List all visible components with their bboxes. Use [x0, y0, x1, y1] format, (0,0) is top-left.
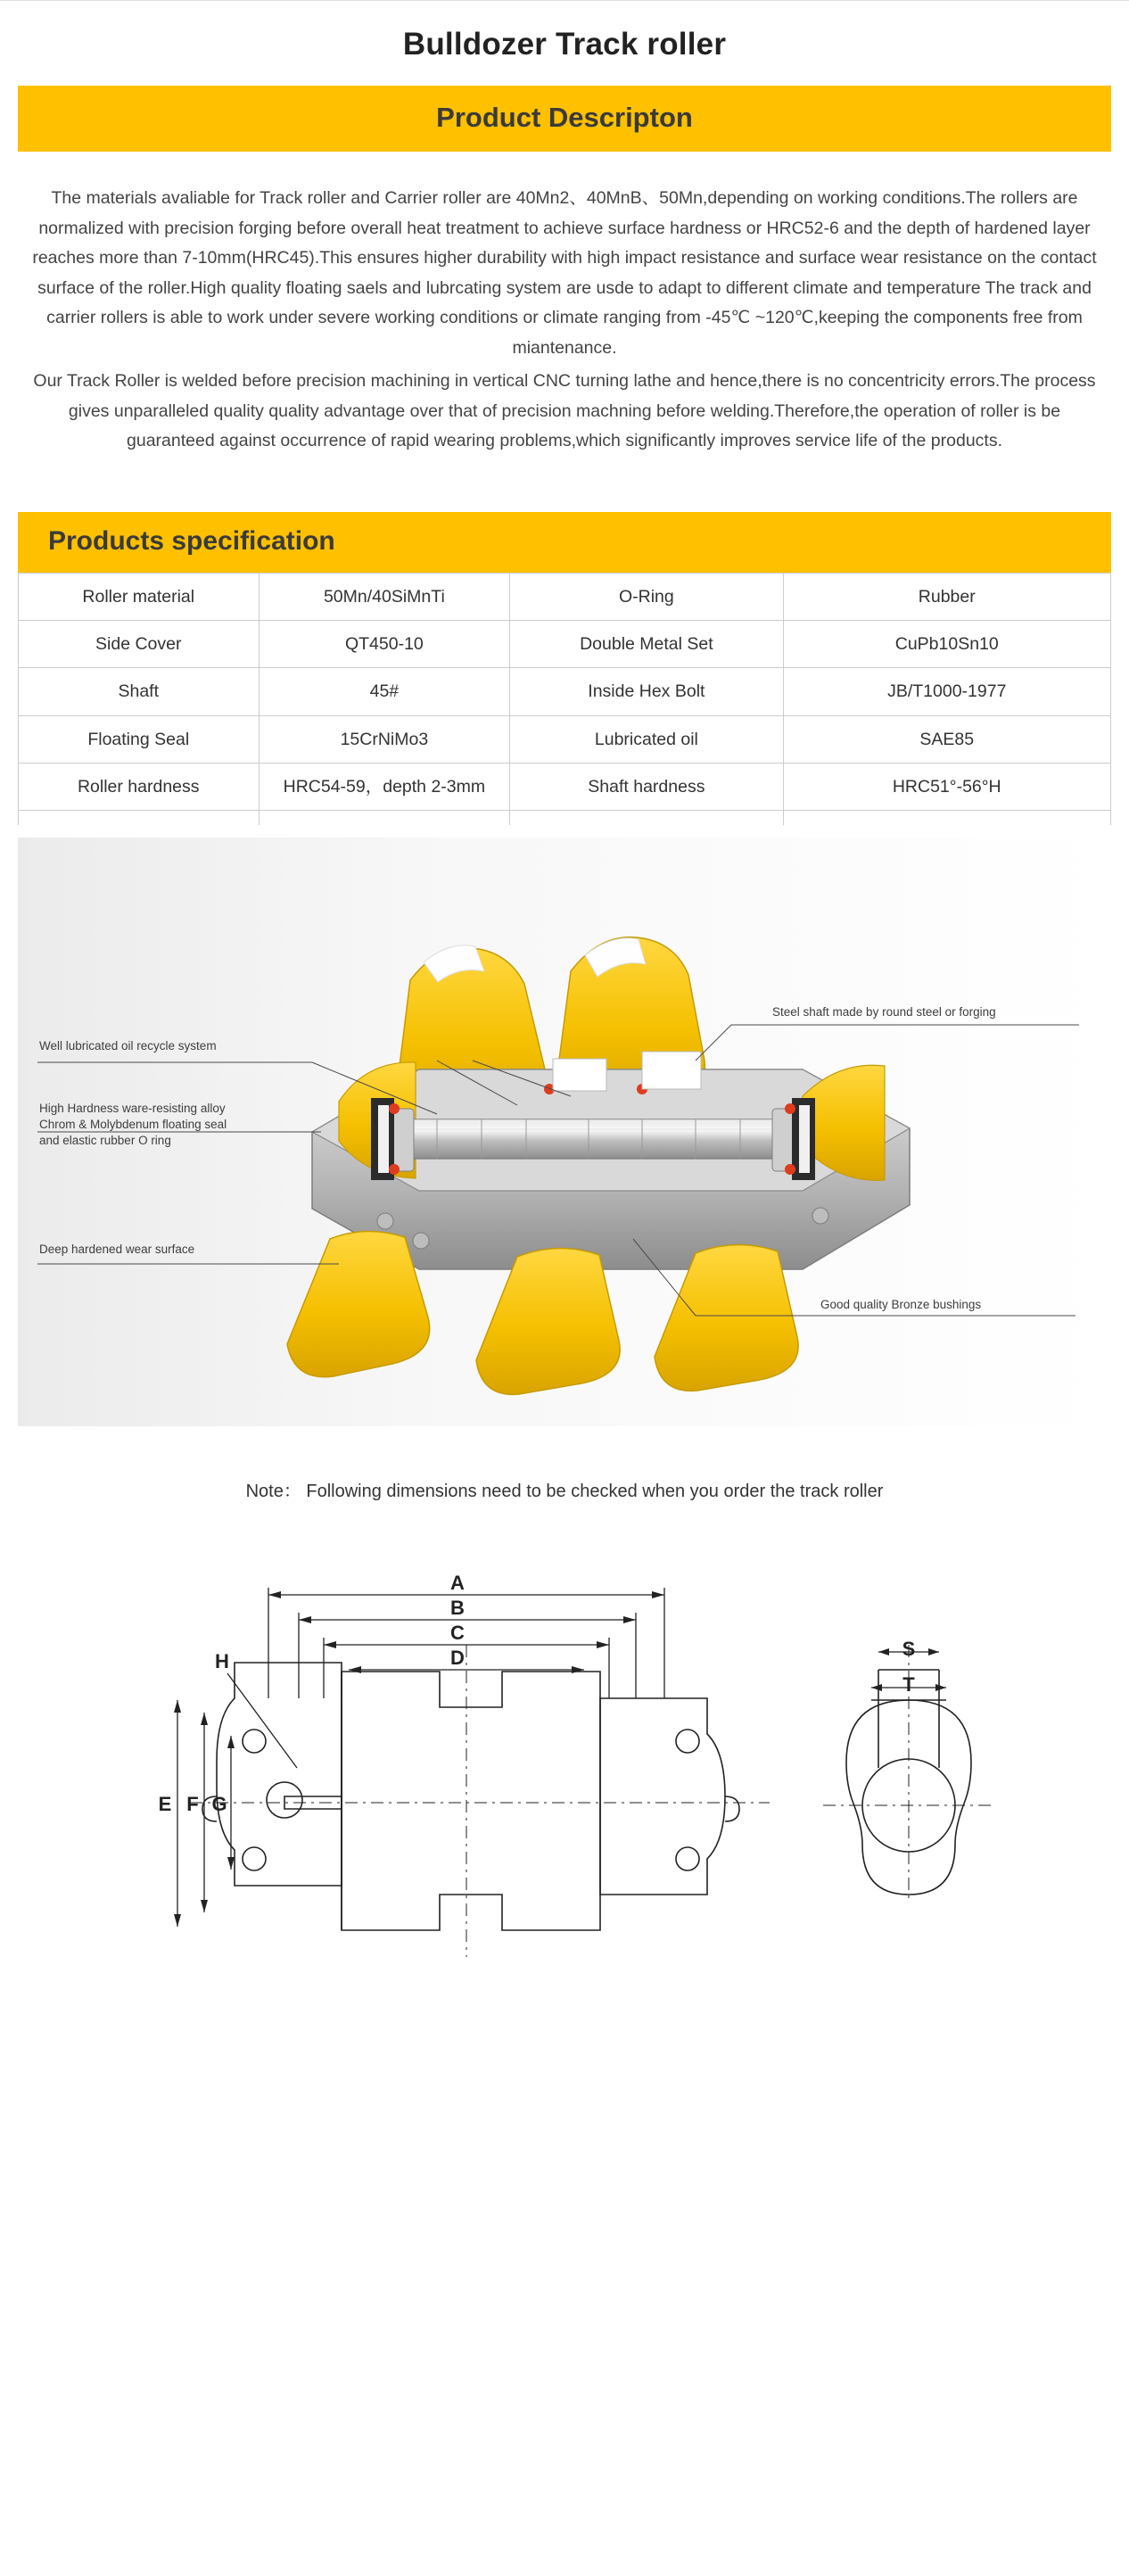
spec-cell: HRC54-59，depth 2-3mm: [259, 764, 510, 811]
spec-cell: QT450-10: [259, 621, 510, 668]
spec-cell: Floating Seal: [19, 715, 260, 763]
spec-cell-empty: [19, 811, 260, 825]
spec-cell: Side Cover: [19, 621, 260, 668]
callout-mid-left-3: and elastic rubber O ring: [39, 1133, 171, 1147]
dim-label-a: A: [450, 1571, 465, 1594]
cutaway-figure: [18, 838, 1111, 1426]
description-paragraph-1: The materials avaliable for Track roller and Carrier roller are 40Mn2、40MnB、50Mn,depending on working conditions.The rollers are normalized with precision forging before overall heat treatment to achieve surface hardness or HRC52-6 and the depth of hardened layer reaches more than 7-10mm(HRC45).This ensures higher durability with high impact resistance and surface wear resistance on the contact surface of the roller.High quality floating saels and lubrcating system are usde to adapt to different climate and temperature The track and carrier rollers is able to work under severe working conditions or climate ranging from -45℃ ~120℃,keeping the components free from miantenance.: [32, 188, 1097, 358]
spec-cell: CuPb10Sn10: [783, 621, 1111, 668]
table-row: [19, 715, 1111, 763]
table-row: [19, 573, 1111, 620]
spec-cell-empty: [510, 811, 783, 825]
spec-cell: Shaft: [19, 668, 260, 715]
dimension-drawing: [0, 1538, 1129, 1957]
dim-label-s: S: [902, 1637, 916, 1660]
products-specification-heading: Products specification: [48, 525, 335, 556]
product-description-heading: Product Descripton: [436, 102, 693, 133]
dim-label-f: F: [186, 1792, 199, 1815]
table-row: [19, 621, 1111, 668]
dim-label-c: C: [450, 1621, 465, 1644]
spec-cell-empty: [783, 811, 1111, 825]
callout-bottom-right: Good quality Bronze bushings: [820, 1297, 982, 1311]
dim-label-h: H: [215, 1649, 229, 1672]
spec-cell: Inside Hex Bolt: [510, 668, 783, 715]
dim-label-g: G: [211, 1792, 227, 1815]
callout-top-left: Well lubricated oil recycle system: [39, 1038, 217, 1053]
dimension-drawing-svg: [65, 1538, 1064, 1957]
callout-top-right: Steel shaft made by round steel or forging: [772, 1004, 996, 1019]
products-specification-header: [18, 512, 1111, 573]
page-title: Bulldozer Track roller: [402, 27, 727, 62]
spec-cell: 45#: [259, 668, 510, 715]
table-row: [19, 764, 1111, 811]
product-description-header: [18, 86, 1111, 152]
dim-label-e: E: [158, 1792, 172, 1815]
spec-cell: 15CrNiMo3: [259, 715, 510, 763]
description-paragraph-2: Our Track Roller is welded before precision machining in vertical CNC turning lathe and hence,there is no concentricity errors.The process gives unparalleled quality quality advantage over that of precision machning before welding.Therefore,the operation of roller is be guaranteed against occurrence of rapid wearing problems,which significantly improves service life of the products.: [33, 371, 1096, 451]
table-row-spacer: [19, 811, 1111, 825]
callout-mid-left-2: Chrom & Molybdenum floating seal: [39, 1117, 227, 1131]
dim-label-d: D: [450, 1646, 465, 1669]
spec-cell: HRC51°-56°H: [783, 764, 1111, 811]
spec-cell: 50Mn/40SiMnTi: [259, 573, 510, 620]
spec-cell-empty: [259, 811, 510, 825]
spec-cell: O-Ring: [510, 573, 783, 620]
table-row: [19, 668, 1111, 715]
spec-cell: JB/T1000-1977: [783, 668, 1111, 715]
spec-cell: SAE85: [783, 715, 1111, 763]
spec-cell: Double Metal Set: [510, 621, 783, 668]
spec-cell: Shaft hardness: [510, 764, 783, 811]
callout-bottom-left: Deep hardened wear surface: [39, 1242, 195, 1256]
dim-label-b: B: [450, 1596, 465, 1619]
roller-body-lower: [287, 1231, 798, 1394]
product-description-body: [0, 152, 1129, 478]
callout-mid-left-1: High Hardness ware-resisting alloy: [39, 1101, 226, 1115]
specification-table: [18, 573, 1111, 825]
order-note: Note： Following dimensions need to be checked when you order the track roller: [245, 1481, 884, 1501]
spec-cell: Lubricated oil: [510, 715, 783, 763]
cutaway-illustration: [18, 838, 1111, 1426]
spec-cell: Roller hardness: [19, 764, 260, 811]
spec-cell: Rubber: [783, 573, 1111, 620]
spec-cell: Roller material: [19, 573, 260, 620]
dim-label-t: T: [902, 1672, 915, 1696]
